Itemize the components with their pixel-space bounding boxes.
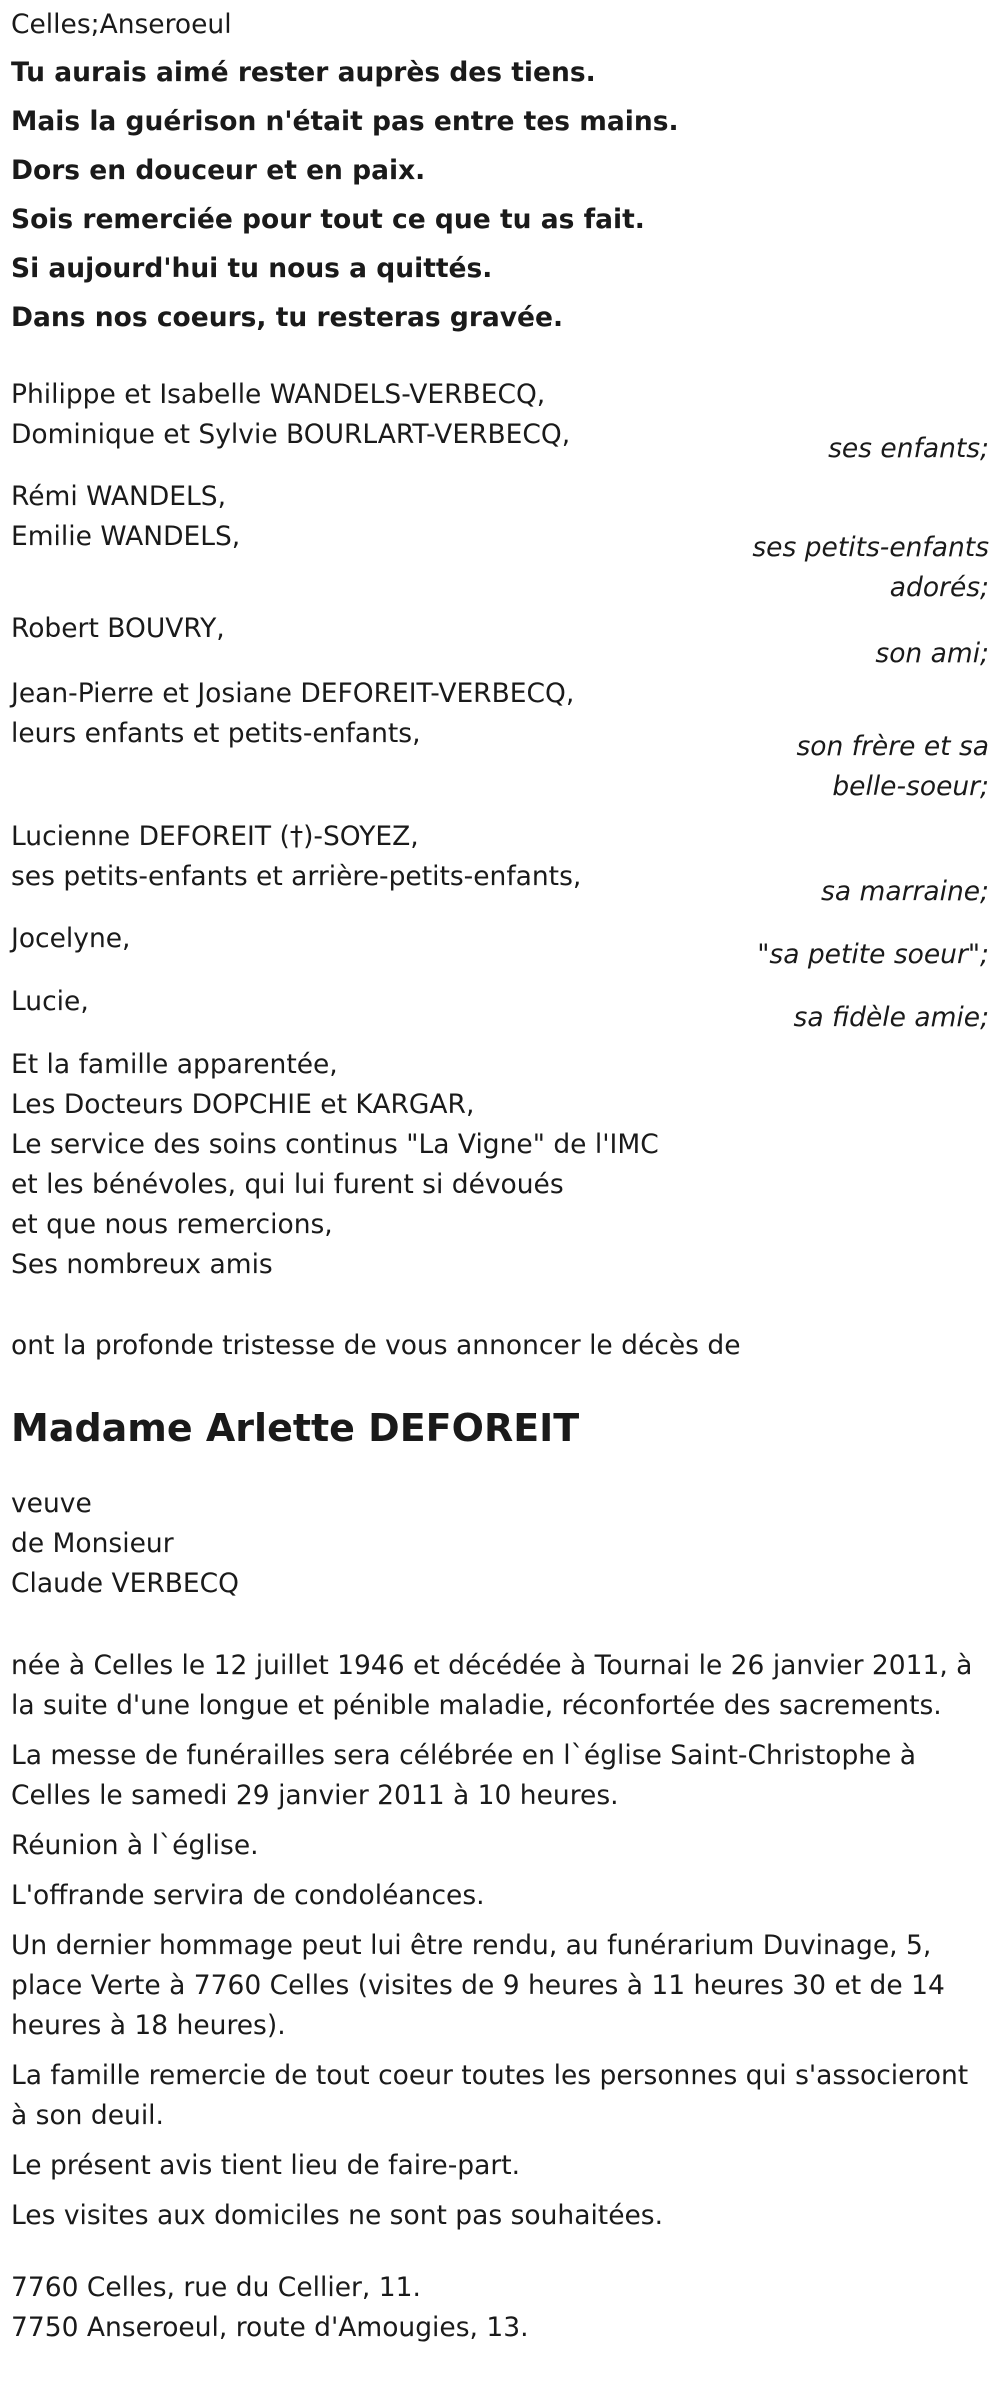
deceased-name: Madame Arlette DEFOREIT <box>11 1406 580 1450</box>
mourner-line: et que nous remercions, <box>11 1209 333 1240</box>
family-member: ses petits-enfants et arrière-petits-enfants, <box>11 861 582 892</box>
poem-line: Mais la guérison n'était pas entre tes mains. <box>11 106 679 137</box>
family-member: Jean-Pierre et Josiane DEFOREIT-VERBECQ, <box>11 678 575 709</box>
spouse-line: veuve <box>11 1488 92 1519</box>
poem <box>11 48 989 342</box>
mourner-line: Le service des soins continus "La Vigne" de l'IMC <box>11 1129 659 1160</box>
family-member: Emilie WANDELS, <box>11 521 241 552</box>
detail-paragraph: Un dernier hommage peut lui être rendu, au funérarium Duvinage, 5, place Verte à 7760 Celles (visites de 9 heures à 11 heures 30 et de 14 heures à 18 heures). <box>11 1930 945 2041</box>
poem-line: Tu aurais aimé rester auprès des tiens. <box>11 57 596 88</box>
family-role: son ami; <box>875 638 989 669</box>
detail-paragraph: Le présent avis tient lieu de faire-part. <box>11 2150 521 2181</box>
detail-paragraph: La messe de funérailles sera célébrée en l`église Saint-Christophe à Celles le samedi 29 janvier 2011 à 10 heures. <box>11 1740 917 1811</box>
address-line: 7750 Anseroeul, route d'Amougies, 13. <box>11 2312 529 2343</box>
family-role: belle-soeur; <box>832 771 989 802</box>
poem-line: Sois remerciée pour tout ce que tu as fait. <box>11 204 645 235</box>
family-member: Philippe et Isabelle WANDELS-VERBECQ, <box>11 379 546 410</box>
detail-paragraph: née à Celles le 12 juillet 1946 et décédée à Tournai le 26 janvier 2011, à la suite d'une longue et pénible maladie, réconfortée des sacrements. <box>11 1650 973 1721</box>
mourner-line: Les Docteurs DOPCHIE et KARGAR, <box>11 1089 475 1120</box>
detail-paragraph: Les visites aux domiciles ne sont pas souhaitées. <box>11 2200 664 2231</box>
announcement: ont la profonde tristesse de vous annoncer le décès de <box>11 1330 741 1361</box>
family-role: sa fidèle amie; <box>793 1002 989 1033</box>
place-header: Celles;Anseroeul <box>11 9 232 40</box>
detail-paragraph: La famille remercie de tout coeur toutes les personnes qui s'associeront à son deuil. <box>11 2060 969 2131</box>
family-member: Rémi WANDELS, <box>11 481 226 512</box>
mourner-line: Et la famille apparentée, <box>11 1049 338 1080</box>
family-member: Lucie, <box>11 986 89 1017</box>
family-member: leurs enfants et petits-enfants, <box>11 718 421 749</box>
poem-line: Dans nos coeurs, tu resteras gravée. <box>11 302 564 333</box>
mourner-line: Ses nombreux amis <box>11 1249 273 1280</box>
family-group-children <box>11 375 989 477</box>
family-role: "sa petite soeur"; <box>757 939 989 970</box>
poem-line: Si aujourd'hui tu nous a quittés. <box>11 253 493 284</box>
family-group-friend-2 <box>11 982 989 1045</box>
other-mourners <box>11 1045 989 1285</box>
family-role: son frère et sa <box>796 731 989 762</box>
family-member: Jocelyne, <box>11 923 131 954</box>
family-group-grandchildren <box>11 477 989 609</box>
family-list <box>11 375 989 1285</box>
family-group-friend <box>11 609 989 674</box>
family-member: Robert BOUVRY, <box>11 613 225 644</box>
detail-paragraph: Réunion à l`église. <box>11 1830 259 1861</box>
spouse-line: de Monsieur <box>11 1528 174 1559</box>
detail-paragraph: L'offrande servira de condoléances. <box>11 1880 485 1911</box>
family-role: sa marraine; <box>821 876 989 907</box>
spouse-info <box>11 1484 989 1604</box>
details <box>11 1646 989 2236</box>
family-role: ses enfants; <box>828 433 989 464</box>
addresses <box>11 2268 989 2348</box>
family-group-godmother <box>11 817 989 919</box>
mourner-line: et les bénévoles, qui lui furent si dévoués <box>11 1169 564 1200</box>
spouse-line: Claude VERBECQ <box>11 1568 240 1599</box>
family-group-sister <box>11 919 989 982</box>
family-role: ses petits-enfants <box>752 532 989 563</box>
family-role: adorés; <box>889 572 989 603</box>
poem-line: Dors en douceur et en paix. <box>11 155 426 186</box>
family-member: Dominique et Sylvie BOURLART-VERBECQ, <box>11 419 571 450</box>
family-group-brother <box>11 674 989 817</box>
family-member: Lucienne DEFOREIT (†)-SOYEZ, <box>11 821 419 852</box>
address-line: 7760 Celles, rue du Cellier, 11. <box>11 2272 421 2303</box>
